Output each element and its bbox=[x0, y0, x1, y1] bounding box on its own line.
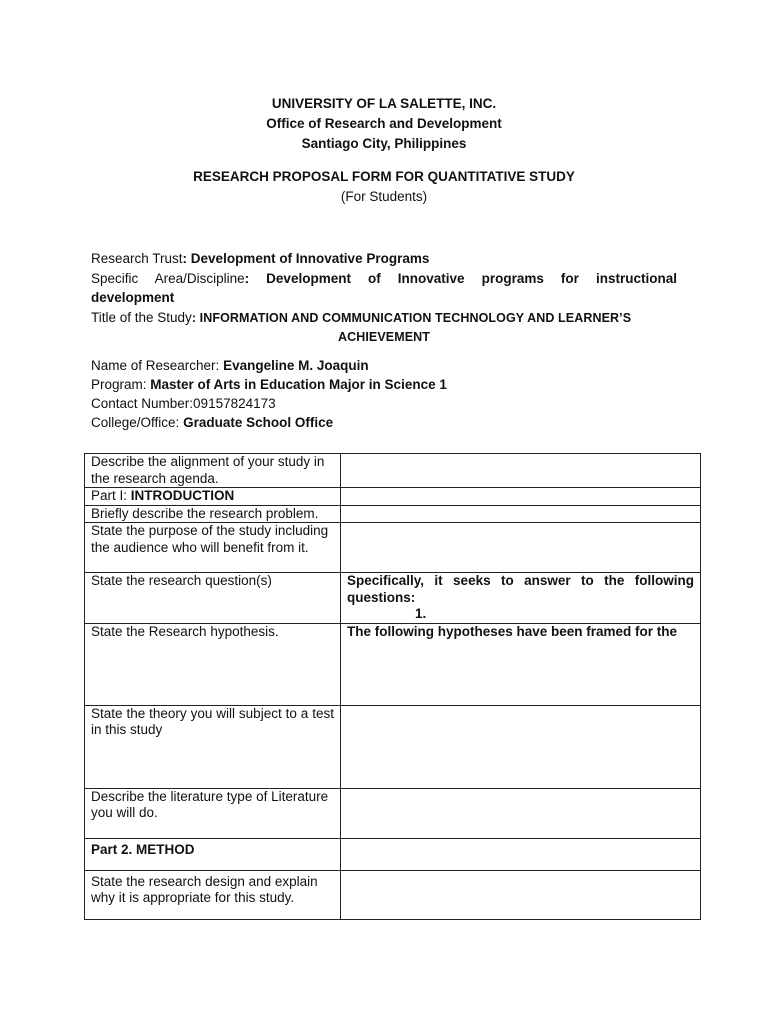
part-heading: INTRODUCTION bbox=[130, 488, 235, 503]
table-row bbox=[85, 454, 701, 488]
research-question-intro: Specifically, it seeks to answer to the following questions: bbox=[347, 573, 694, 605]
college-label: College/Office: bbox=[91, 415, 184, 430]
proposal-table bbox=[84, 453, 701, 920]
document-header bbox=[0, 94, 768, 154]
table-row bbox=[85, 705, 701, 788]
study-title-continued: ACHIEVEMENT bbox=[337, 330, 431, 344]
researcher-value: Evangeline M. Joaquin bbox=[223, 358, 369, 373]
row-prompt: State the purpose of the study including the audience who will benefit from it. bbox=[85, 523, 341, 573]
research-question-number: 1. bbox=[415, 606, 427, 621]
row-response[interactable]: The following hypotheses have been framed for the bbox=[341, 623, 701, 705]
row-prompt: State the theory you will subject to a test in this study bbox=[85, 705, 341, 788]
research-trust-label: Research Trust bbox=[91, 251, 183, 266]
area-label: Specific Area/Discipline bbox=[91, 271, 245, 286]
location: Santiago City, Philippines bbox=[301, 136, 467, 151]
study-title-label: Title of the Study bbox=[91, 310, 192, 325]
study-title-line bbox=[91, 308, 677, 328]
row-response[interactable] bbox=[341, 505, 701, 523]
row-prompt bbox=[85, 488, 341, 506]
research-details bbox=[91, 249, 677, 347]
table-row bbox=[85, 623, 701, 705]
row-response[interactable] bbox=[341, 523, 701, 573]
form-title-block bbox=[0, 167, 768, 207]
row-response[interactable] bbox=[341, 788, 701, 838]
university-name: UNIVERSITY OF LA SALETTE, INC. bbox=[271, 96, 497, 111]
table-row bbox=[85, 523, 701, 573]
table-row bbox=[85, 870, 701, 919]
study-title-value: : INFORMATION AND COMMUNICATION TECHNOLOGY AND LEARNER’S bbox=[191, 311, 632, 325]
contact-line bbox=[91, 394, 677, 413]
row-prompt: Describe the alignment of your study in the research agenda. bbox=[85, 454, 341, 488]
form-title: RESEARCH PROPOSAL FORM FOR QUANTITATIVE STUDY bbox=[193, 169, 575, 184]
form-subtitle: (For Students) bbox=[340, 189, 428, 204]
college-value: Graduate School Office bbox=[183, 415, 334, 430]
researcher-line bbox=[91, 356, 677, 375]
research-trust-value: : Development of Innovative Programs bbox=[182, 251, 430, 266]
office-name: Office of Research and Development bbox=[266, 116, 502, 131]
row-response[interactable] bbox=[341, 870, 701, 919]
part-heading: Part 2. METHOD bbox=[85, 838, 341, 870]
row-prompt: State the Research hypothesis. bbox=[85, 623, 341, 705]
table-row bbox=[85, 788, 701, 838]
contact-label: Contact Number: bbox=[91, 396, 194, 411]
table-row bbox=[85, 838, 701, 870]
row-response[interactable] bbox=[341, 454, 701, 488]
row-prompt: Describe the literature type of Literature you will do. bbox=[85, 788, 341, 838]
table-row bbox=[85, 488, 701, 506]
row-prompt: State the research design and explain why it is appropriate for this study. bbox=[85, 870, 341, 919]
table-row bbox=[85, 505, 701, 523]
area-value: : Development of Innovative programs for instructional bbox=[244, 271, 677, 286]
program-line bbox=[91, 375, 677, 394]
program-label: Program: bbox=[91, 377, 151, 392]
table-row bbox=[85, 573, 701, 624]
area-value-continued: development bbox=[91, 290, 175, 305]
college-line bbox=[91, 413, 677, 432]
program-value: Master of Arts in Education Major in Science 1 bbox=[150, 377, 447, 392]
row-response[interactable] bbox=[341, 705, 701, 788]
row-response[interactable] bbox=[341, 573, 701, 624]
area-line bbox=[91, 269, 677, 288]
part-prefix: Part I: bbox=[91, 488, 131, 503]
researcher-details bbox=[91, 356, 677, 432]
research-trust-line bbox=[91, 249, 677, 268]
contact-value: 09157824173 bbox=[193, 396, 276, 411]
researcher-label: Name of Researcher: bbox=[91, 358, 224, 373]
row-response[interactable] bbox=[341, 838, 701, 870]
row-prompt: Briefly describe the research problem. bbox=[85, 505, 341, 523]
row-response[interactable] bbox=[341, 488, 701, 506]
row-prompt: State the research question(s) bbox=[85, 573, 341, 624]
